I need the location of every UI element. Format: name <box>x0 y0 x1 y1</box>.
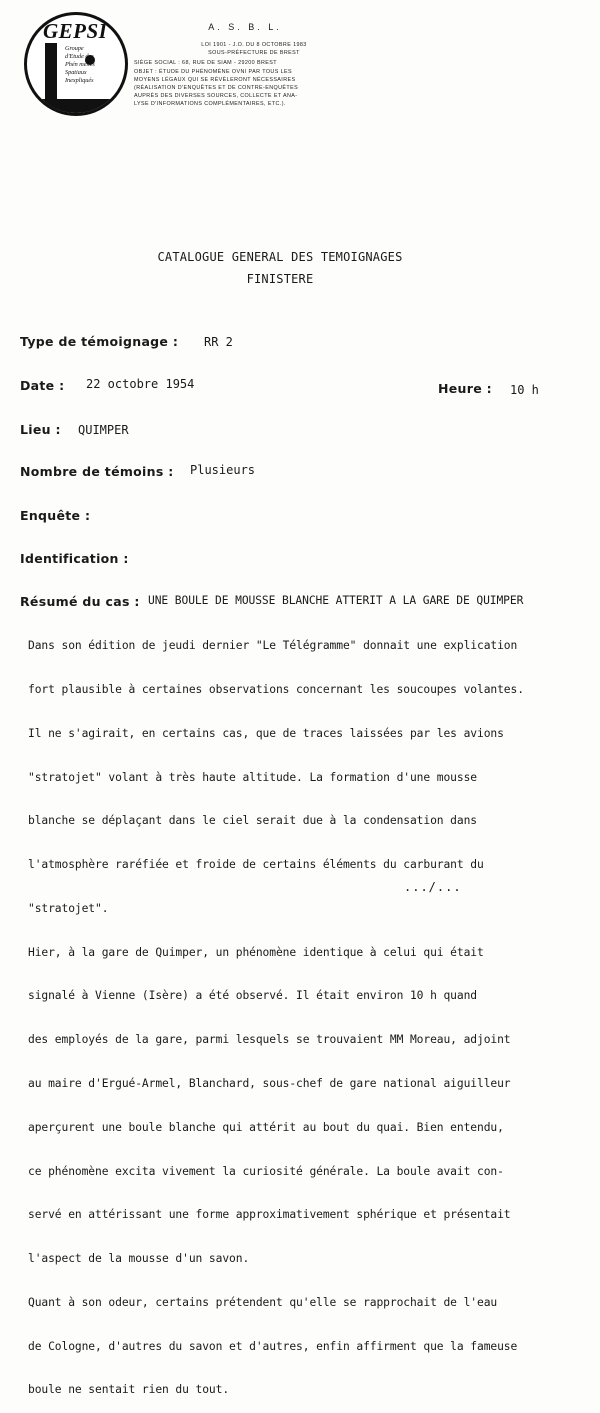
type-label: Type de témoignage : <box>20 334 179 349</box>
letterhead-line: LOI 1901 - J.O. DU 8 OCTOBRE 1983 <box>201 42 307 48</box>
enquete-label: Enquête : <box>20 508 91 523</box>
letterhead-line: SIÈGE SOCIAL : 68, RUE DE SIAM - 29200 BREST <box>134 59 277 66</box>
resume-label: Résumé du cas : <box>20 594 140 609</box>
letterhead-details <box>134 42 374 108</box>
resume-line: "stratojet". <box>28 901 109 915</box>
resume-line: boule ne sentait rien du tout. <box>28 1383 230 1397</box>
resume-line: l'atmosphère raréfiée et froide de certains éléments du carburant du <box>28 858 484 872</box>
identification-label: Identification : <box>20 551 129 566</box>
org-type: A. S. B. L. <box>208 22 282 32</box>
gepsi-logo <box>24 12 128 116</box>
resume-line: servé en attérissant une forme approximativement sphérique et présentait <box>28 1208 511 1222</box>
resume-line: des employés de la gare, parmi lesquels se trouvaient MM Moreau, adjoint <box>28 1033 511 1047</box>
resume-headline: UNE BOULE DE MOUSSE BLANCHE ATTERIT A LA GARE DE QUIMPER <box>148 594 524 607</box>
letterhead-line: AUPRÈS DES DIVERSES SOURCES, COLLECTE ET ANA- <box>134 92 298 99</box>
type-value: RR 2 <box>204 335 233 349</box>
heure-value: 10 h <box>510 383 539 397</box>
resume-line: l'aspect de la mousse d'un savon. <box>28 1252 250 1266</box>
resume-line: Quant à son odeur, certains prétendent qu'elle se rapprochait de l'eau <box>28 1295 498 1309</box>
temoins-value: Plusieurs <box>190 463 256 477</box>
resume-line: au maire d'Ergué-Armel, Blanchard, sous-chef de gare national aiguilleur <box>28 1077 511 1090</box>
resume-line: de Cologne, d'autres du savon et d'autres, enfin affirment que la fameuse <box>28 1339 518 1353</box>
lieu-value: QUIMPER <box>78 423 129 437</box>
logo-base-shape <box>27 99 128 116</box>
logo-name: GEPSI <box>43 19 108 43</box>
resume-line: "stratojet" volant à très haute altitude. La formation d'une mousse <box>28 770 477 784</box>
date-value: 22 octobre 1954 <box>86 377 195 391</box>
lieu-label: Lieu : <box>20 422 61 437</box>
heure-label: Heure : <box>438 381 492 396</box>
letterhead-line: MOYENS LÉGAUX QUI SE RÉVÈLERONT NÉCESSAIRES <box>134 77 296 84</box>
date-label: Date : <box>20 378 65 393</box>
resume-line: fort plausible à certaines observations concernant les soucoupes volantes. <box>28 682 524 696</box>
resume-line: aperçurent une boule blanche qui attérit au bout du quai. Bien entendu, <box>28 1120 504 1134</box>
letterhead-line: (RÉALISATION D'ENQUÊTES ET DE CONTRE-ENQUÊTES <box>134 84 299 91</box>
resume-line: Dans son édition de jeudi dernier "Le Télégramme" donnait une explication <box>28 639 518 653</box>
resume-body <box>28 610 598 1413</box>
resume-line: Il ne s'agirait, en certains cas, que de traces laissées par les avions <box>28 726 504 740</box>
logo-subtitle: Groupe d'Etude des Phén mènes Spatiaux Inexpliqués <box>65 45 95 84</box>
resume-line: signalé à Vienne (Isère) a été observé. Il était environ 10 h quand <box>28 989 477 1003</box>
document-subtitle: FINISTERE <box>246 272 314 286</box>
letterhead-line: OBJET : ÉTUDE DU PHÉNOMÈNE OVNI PAR TOUS LES <box>134 69 292 76</box>
letterhead-line: LYSE D'INFORMATIONS COMPLÉMENTAIRES, ETC.). <box>134 100 286 107</box>
resume-line: ce phénomène excita vivement la curiosité générale. La boule avait con- <box>28 1164 504 1178</box>
resume-line: blanche se déplaçant dans le ciel serait due à la condensation dans <box>28 814 477 828</box>
document-title: CATALOGUE GENERAL DES TEMOIGNAGES <box>157 250 403 264</box>
temoins-label: Nombre de témoins : <box>20 464 174 479</box>
resume-line: Hier, à la gare de Quimper, un phénomène identique à celui qui était <box>28 945 484 959</box>
letterhead-line: SOUS-PRÉFECTURE DE BREST <box>208 49 300 56</box>
page-continuation-marker: .../... <box>404 880 462 894</box>
